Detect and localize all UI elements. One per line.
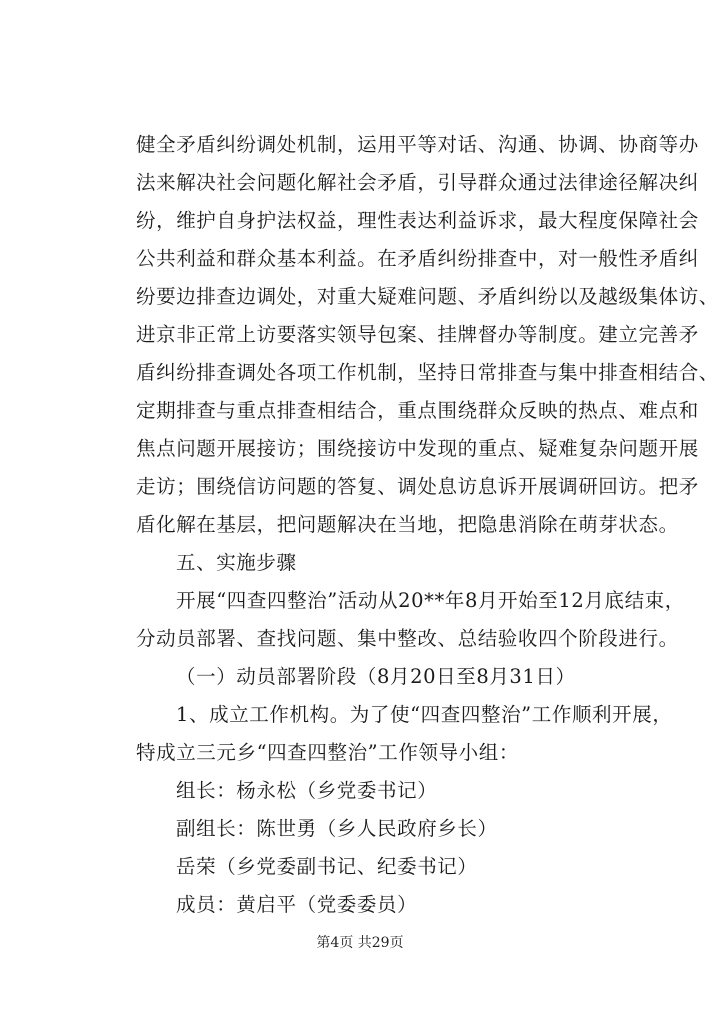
body-line: 定期排查与重点排查相结合，重点围绕群众反映的热点、难点和 — [136, 399, 699, 422]
body-line: 组长：杨永松（乡党委书记） — [176, 779, 438, 802]
body-line: 盾化解在基层，把问题解决在当地，把隐患消除在萌芽状态。 — [136, 513, 679, 536]
body-line: 开展“四查四整治”活动从20**年8月开始至12月底结束， — [176, 589, 685, 612]
subsection-heading: （一）动员部署阶段（8月20日至8月31日） — [176, 665, 576, 688]
body-line: 进京非正常上访要落实领导包案、挂牌督办等制度。建立完善矛 — [136, 323, 699, 346]
body-line: 走访；围绕信访问题的答复、调处息访息诉开展调研回访。把矛 — [136, 475, 699, 498]
body-line: 纷，维护自身护法权益，理性表达利益诉求，最大程度保障社会 — [136, 209, 699, 232]
body-line: 盾纠纷排查调处各项工作机制，坚持日常排查与集中排查相结合、 — [136, 361, 719, 384]
body-line: 特成立三元乡“四查四整治”工作领导小组： — [136, 741, 519, 764]
body-line: 法来解决社会问题化解社会矛盾，引导群众通过法律途径解决纠 — [136, 171, 699, 194]
body-line: 副组长：陈世勇（乡人民政府乡长） — [176, 817, 498, 840]
body-line: 纷要边排查边调处，对重大疑难问题、矛盾纠纷以及越级集体访、 — [136, 285, 719, 308]
body-line: 成员：黄启平（党委委员） — [176, 893, 418, 916]
body-line: 焦点问题开展接访；围绕接访中发现的重点、疑难复杂问题开展 — [136, 437, 699, 460]
body-line: 分动员部署、查找问题、集中整改、总结验收四个阶段进行。 — [136, 627, 679, 650]
body-line: 岳荣（乡党委副书记、纪委书记） — [176, 855, 478, 878]
body-line: 健全矛盾纠纷调处机制，运用平等对话、沟通、协调、协商等办 — [136, 133, 699, 156]
body-line: 1、成立工作机构。为了使“四查四整治”工作顺利开展， — [176, 703, 673, 726]
page-footer: 第4页 共29页 — [316, 935, 404, 951]
body-line: 公共利益和群众基本利益。在矛盾纠纷排查中，对一般性矛盾纠 — [136, 247, 699, 270]
section-heading: 五、实施步骤 — [176, 551, 297, 574]
